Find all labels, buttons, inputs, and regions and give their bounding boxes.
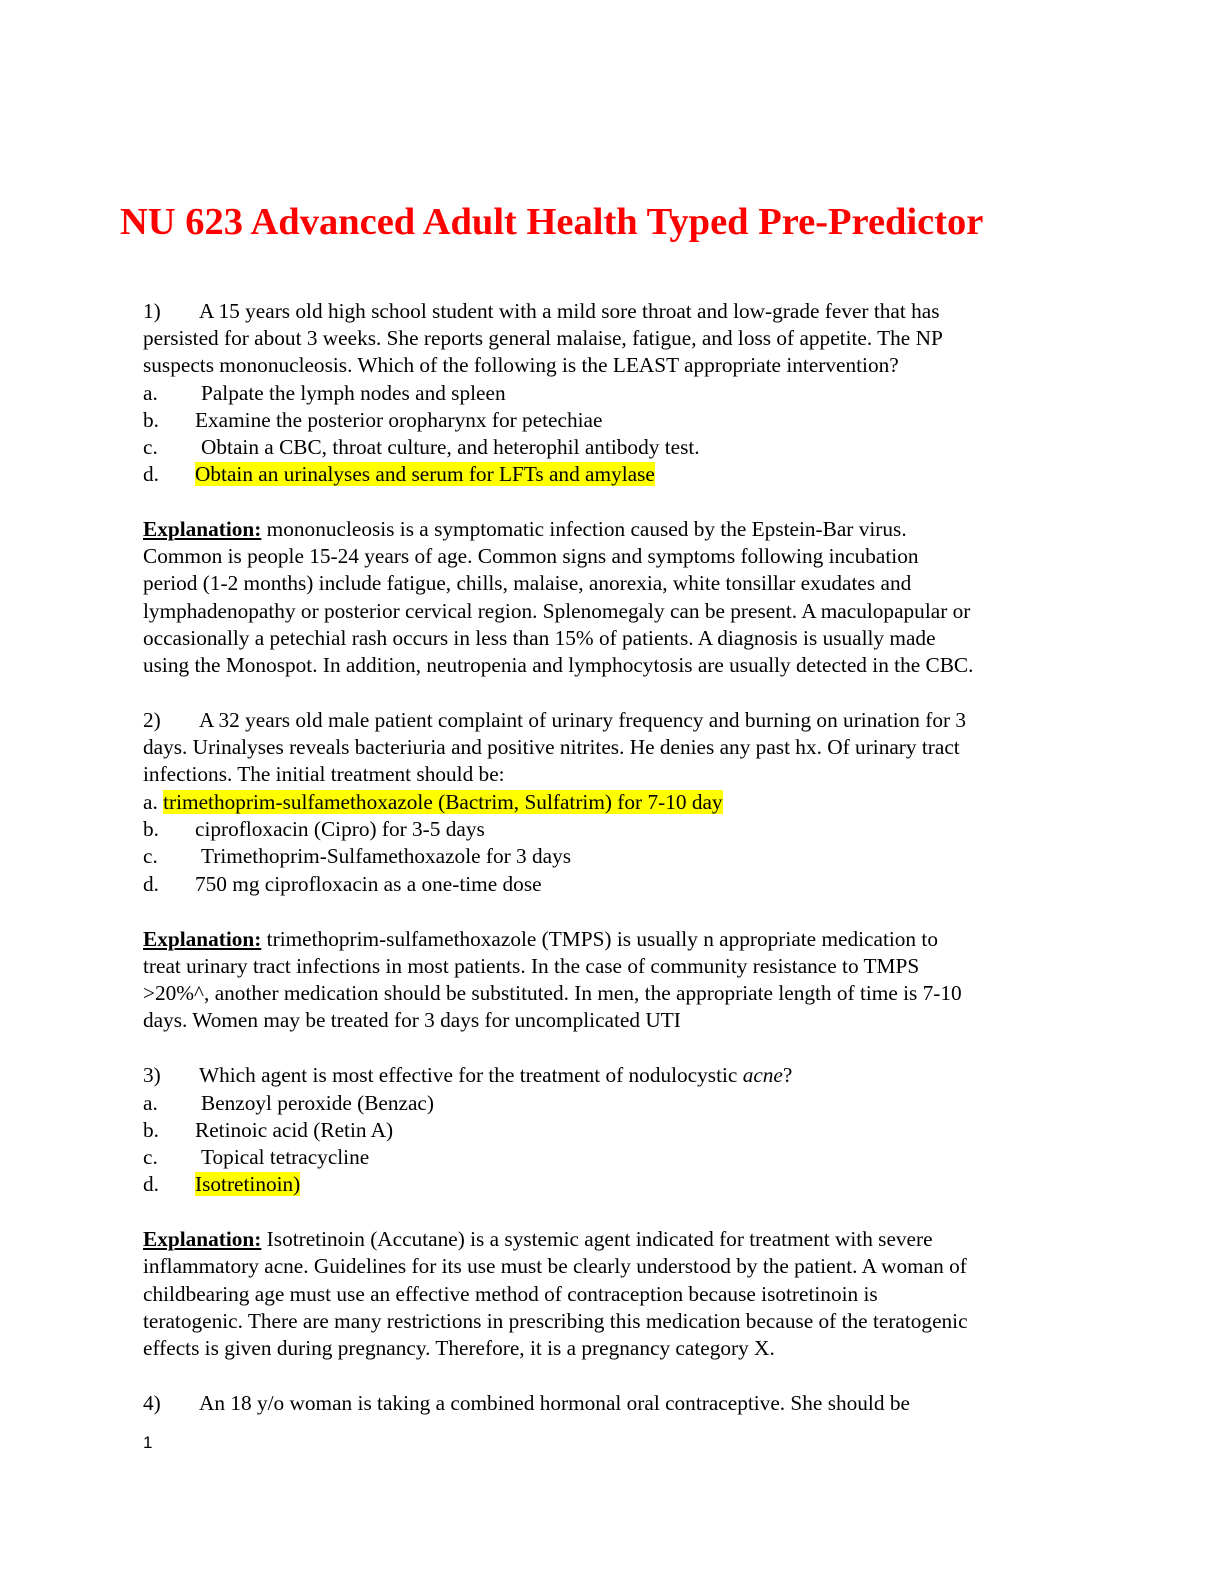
question-4-stem-line-1	[143, 1390, 910, 1417]
page-number: 1	[143, 1433, 153, 1452]
question-number: 1)	[143, 299, 161, 323]
option-letter: a.	[143, 1091, 158, 1115]
option-letter: a.	[143, 790, 158, 814]
option-text: Examine the posterior oropharynx for petechiae	[195, 408, 603, 432]
question-1-option-d	[143, 461, 655, 488]
question-1-explanation-line-6: using the Monospot. In addition, neutropenia and lymphocytosis are usually detected in the CBC.	[143, 653, 974, 677]
question-3-option-a	[143, 1090, 434, 1117]
question-text: A 32 years old male patient complaint of urinary frequency and burning on urination for 3	[199, 708, 967, 732]
option-text: ciprofloxacin (Cipro) for 3-5 days	[195, 817, 485, 841]
question-number: 4)	[143, 1391, 161, 1415]
question-3-explanation-line-3: childbearing age must use an effective method of contraception because isotretinoin is	[143, 1282, 878, 1306]
question-1-option-c	[143, 434, 700, 461]
option-text: Benzoyl peroxide (Benzac)	[201, 1091, 434, 1115]
question-text: An 18 y/o woman is taking a combined hormonal oral contraceptive. She should be	[199, 1391, 910, 1415]
option-text: Palpate the lymph nodes and spleen	[201, 381, 506, 405]
question-1-stem-line-3: suspects mononucleosis. Which of the following is the LEAST appropriate intervention?	[143, 353, 899, 377]
question-2-stem-line-3: infections. The initial treatment should be:	[143, 762, 505, 786]
question-2-option-c	[143, 843, 571, 870]
question-3-option-c	[143, 1144, 369, 1171]
option-letter: b.	[143, 408, 159, 432]
question-2-explanation-line-1	[143, 926, 938, 953]
question-text-italic: acne	[742, 1063, 783, 1087]
option-letter: c.	[143, 844, 158, 868]
question-1-explanation-line-1	[143, 516, 907, 543]
question-3-explanation-line-2: inflammatory acne. Guidelines for its use must be clearly understood by the patient. A woman of	[143, 1254, 967, 1278]
option-text: Trimethoprim-Sulfamethoxazole for 3 days	[201, 844, 572, 868]
question-1-explanation-line-3: period (1-2 months) include fatigue, chills, malaise, anorexia, white tonsillar exudates and	[143, 571, 912, 595]
document-title: NU 623 Advanced Adult Health Typed Pre-Predictor	[120, 201, 984, 243]
question-1-option-b	[143, 407, 602, 434]
explanation-label: Explanation:	[143, 1227, 262, 1251]
explanation-label: Explanation:	[143, 927, 262, 951]
option-letter: d.	[143, 462, 159, 486]
question-2-option-b	[143, 816, 485, 843]
option-text: 750 mg ciprofloxacin as a one-time dose	[195, 872, 542, 896]
explanation-text: trimethoprim-sulfamethoxazole (TMPS) is usually n appropriate medication to	[261, 927, 938, 951]
option-letter: d.	[143, 1172, 159, 1196]
option-text: Topical tetracycline	[201, 1145, 370, 1169]
highlighted-answer: Obtain an urinalyses and serum for LFTs and amylase	[195, 462, 655, 486]
question-2-explanation-line-2: treat urinary tract infections in most patients. In the case of community resistance to TMPS	[143, 954, 920, 978]
option-letter: b.	[143, 817, 159, 841]
option-letter: c.	[143, 435, 158, 459]
option-text: Obtain a CBC, throat culture, and heterophil antibody test.	[201, 435, 700, 459]
question-1-option-a	[143, 380, 506, 407]
question-3-explanation-line-1	[143, 1226, 933, 1253]
question-2-explanation-line-3: >20%^, another medication should be substituted. In men, the appropriate length of time is 7-10	[143, 981, 962, 1005]
highlighted-answer: trimethoprim-sulfamethoxazole (Bactrim, Sulfatrim) for 7-10 day	[163, 790, 723, 814]
question-text-end: ?	[782, 1063, 793, 1087]
explanation-label: Explanation:	[143, 517, 262, 541]
question-3-option-b	[143, 1117, 393, 1144]
option-letter: b.	[143, 1118, 159, 1142]
question-2-option-d	[143, 871, 542, 898]
question-number: 3)	[143, 1063, 161, 1087]
question-number: 2)	[143, 708, 161, 732]
question-1-explanation-line-5: occasionally a petechial rash occurs in less than 15% of patients. A diagnosis is usually made	[143, 626, 936, 650]
question-3-explanation-line-5: effects is given during pregnancy. Therefore, it is a pregnancy category X.	[143, 1336, 775, 1360]
question-text: Which agent is most effective for the treatment of nodulocystic	[199, 1063, 743, 1087]
question-1-stem-line-2: persisted for about 3 weeks. She reports general malaise, fatigue, and loss of appetite. The NP	[143, 326, 943, 350]
question-3-stem-line-1	[143, 1062, 792, 1089]
explanation-text: mononucleosis is a symptomatic infection caused by the Epstein-Bar virus.	[261, 517, 907, 541]
question-3-explanation-line-4: teratogenic. There are many restrictions in prescribing this medication because of the teratogenic	[143, 1309, 968, 1333]
question-text: A 15 years old high school student with a mild sore throat and low-grade fever that has	[199, 299, 940, 323]
option-letter: c.	[143, 1145, 158, 1169]
explanation-text: Isotretinoin (Accutane) is a systemic agent indicated for treatment with severe	[261, 1227, 933, 1251]
question-1-stem-line-1	[143, 298, 939, 325]
question-2-option-a	[143, 789, 723, 816]
question-1-explanation-line-4: lymphadenopathy or posterior cervical region. Splenomegaly can be present. A maculopapular or	[143, 599, 971, 623]
question-2-explanation-line-4: days. Women may be treated for 3 days for uncomplicated UTI	[143, 1008, 681, 1032]
highlighted-answer: Isotretinoin)	[195, 1172, 301, 1196]
question-1-explanation-line-2: Common is people 15-24 years of age. Common signs and symptoms following incubation	[143, 544, 919, 568]
option-text: Retinoic acid (Retin A)	[195, 1118, 394, 1142]
option-letter: a.	[143, 381, 158, 405]
question-2-stem-line-1	[143, 707, 966, 734]
question-3-option-d	[143, 1171, 300, 1198]
option-letter: d.	[143, 872, 159, 896]
question-2-stem-line-2: days. Urinalyses reveals bacteriuria and positive nitrites. He denies any past hx. Of urinary tract	[143, 735, 960, 759]
